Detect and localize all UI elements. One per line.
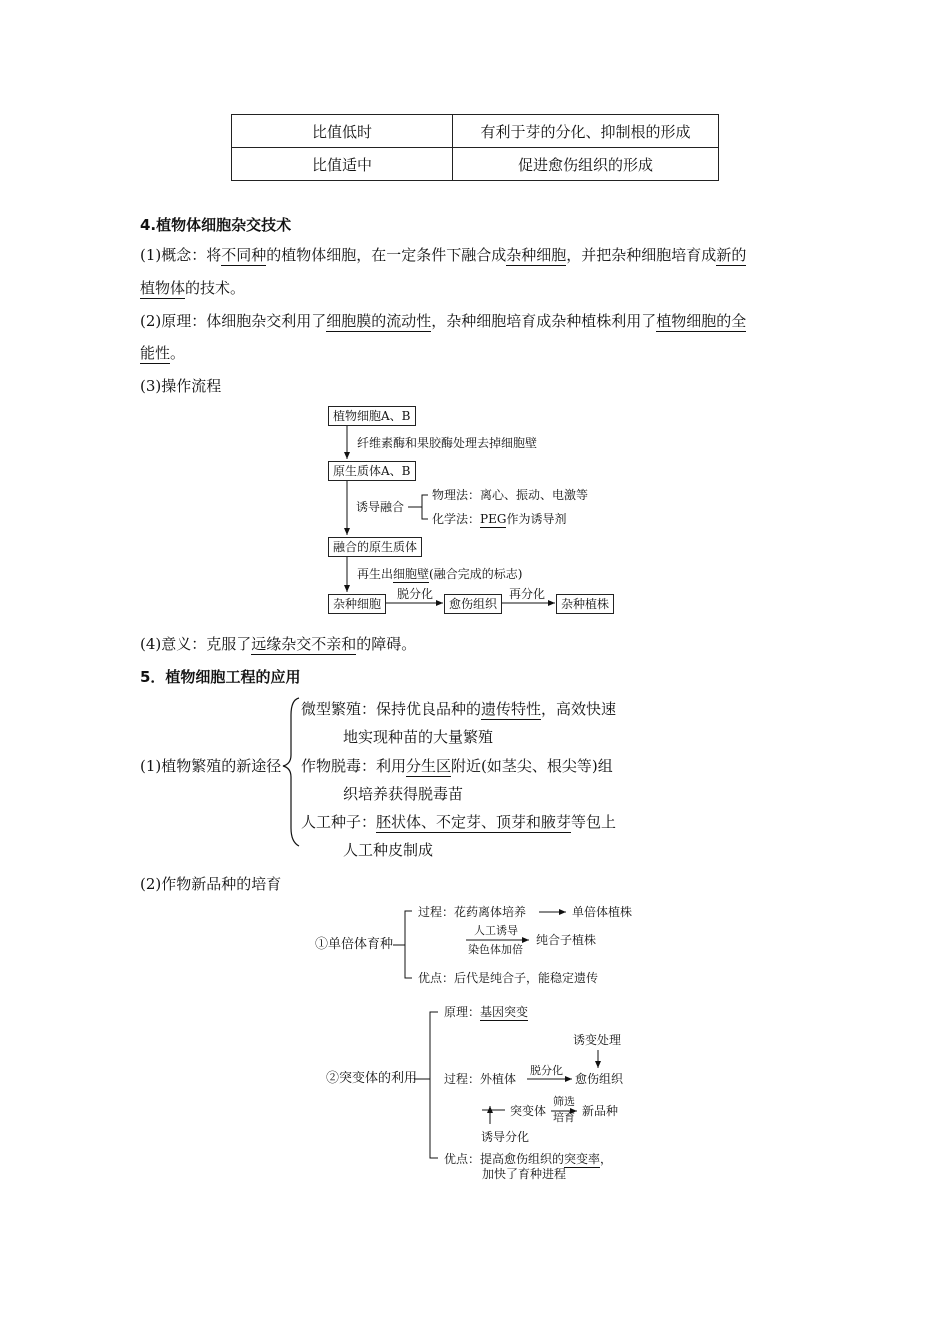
flow-box-plant-cells: 植物细胞A、B xyxy=(328,406,416,426)
text: ，并把杂种细胞培育成 xyxy=(566,246,717,264)
mutant-treatment: 诱变处理 xyxy=(573,1033,622,1047)
mutant-principle xyxy=(444,1005,528,1019)
underlined-text: PEG xyxy=(480,512,507,526)
breeding-title: (2)作物新品种的培育 xyxy=(140,875,282,893)
mutant-new-variety: 新品种 xyxy=(582,1104,619,1118)
haploid-advantage: 优点：后代是纯合子，能稳定遗传 xyxy=(418,971,599,985)
significance-line xyxy=(140,634,416,654)
underlined-text: 遗传特性 xyxy=(481,700,542,718)
underlined-text: 不同种 xyxy=(221,246,267,264)
micro-propagation-line2: 地实现种苗的大量繁殖 xyxy=(343,728,494,746)
flow-arrow-dedifferentiation: 脱分化 xyxy=(397,587,434,601)
flow-box-callus: 愈伤组织 xyxy=(444,594,502,614)
text: (1)概念：将 xyxy=(140,246,222,264)
text: 原理： xyxy=(444,1005,481,1019)
mutant-dedifferentiation-label: 脱分化 xyxy=(530,1064,563,1077)
text: 的植物体细胞，在一定条件下融合成 xyxy=(266,246,507,264)
underlined-text: 胚状体、不定芽、顶芽和腋芽 xyxy=(376,813,572,831)
flow-chemical-method xyxy=(432,512,566,526)
procedure-title: (3)操作流程 xyxy=(140,377,222,395)
underlined-text: 植物细胞的全 xyxy=(656,312,747,330)
text: 微型繁殖：保持优良品种的 xyxy=(301,700,482,718)
flow-physical-method: 物理法：离心、振动、电激等 xyxy=(432,488,589,502)
table-cell: 有利于芽的分化、抑制根的形成 xyxy=(453,115,719,148)
text: 。 xyxy=(170,344,186,362)
artificial-seed-line2: 人工种皮制成 xyxy=(343,841,434,859)
detox-line2: 织培养获得脱毒苗 xyxy=(343,785,464,803)
text: ， xyxy=(600,1152,613,1166)
underlined-text: 新的 xyxy=(716,246,747,264)
underlined-text: 植物体 xyxy=(140,279,186,297)
mutant-label: ②突变体的利用 xyxy=(326,1071,418,1086)
mutant-cultivate-label: 培育 xyxy=(553,1111,575,1124)
flow-arrow-redifferentiation: 再分化 xyxy=(509,587,546,601)
text: 附近(如茎尖、根尖等)组 xyxy=(451,757,613,775)
table-cell: 比值适中 xyxy=(232,148,453,181)
mutant-induce-differentiation: 诱导分化 xyxy=(481,1130,530,1144)
section5-title: 5．植物细胞工程的应用 xyxy=(140,668,301,686)
underlined-text: 远缘杂交不亲和 xyxy=(251,635,357,653)
text: ，杂种细胞培育成杂种植株利用了 xyxy=(431,312,657,330)
underlined-text: 细胞膜的流动性 xyxy=(326,312,432,330)
text: 再生出 xyxy=(357,567,394,581)
text: 化学法： xyxy=(432,512,481,526)
flow-induce-fusion: 诱导融合 xyxy=(356,500,405,514)
text: 的技术。 xyxy=(185,279,246,297)
text: 优点：提高愈伤组织的 xyxy=(444,1152,565,1166)
flow-box-hybrid-plant: 杂种植株 xyxy=(556,594,614,614)
text: (4)意义：克服了 xyxy=(140,635,252,653)
haploid-label: ①单倍体育种 xyxy=(315,937,394,952)
underlined-text: 细胞壁 xyxy=(393,567,430,581)
flow-step-enzyme: 纤维素酶和果胶酶处理去掉细胞壁 xyxy=(357,436,538,450)
underlined-text: 突变率 xyxy=(564,1152,601,1166)
underlined-text: 基因突变 xyxy=(480,1005,529,1019)
haploid-plant: 单倍体植株 xyxy=(572,905,633,919)
mutant-mutant: 突变体 xyxy=(510,1104,547,1118)
text: 作物脱毒：利用 xyxy=(301,757,407,775)
table-cell: 促进愈伤组织的形成 xyxy=(453,148,719,181)
text: 人工种子： xyxy=(301,813,377,831)
text: 等包上 xyxy=(571,813,617,831)
flow-step-regenerate xyxy=(357,567,522,581)
underlined-text: 分生区 xyxy=(406,757,452,775)
underlined-text: 能性 xyxy=(140,344,171,362)
haploid-double-label: 染色体加倍 xyxy=(468,943,523,956)
mutant-advantage-line1 xyxy=(444,1152,612,1166)
haploid-process: 过程：花药离体培养 xyxy=(418,905,527,919)
text: (2)原理：体细胞杂交利用了 xyxy=(140,312,327,330)
mutant-advantage-line2: 加快了育种进程 xyxy=(482,1167,567,1181)
mutant-process: 过程：外植体 xyxy=(444,1072,517,1086)
underlined-text: 杂种细胞 xyxy=(506,246,567,264)
haploid-induce-label: 人工诱导 xyxy=(474,924,518,937)
section4-title: 4.植物体细胞杂交技术 xyxy=(140,216,292,234)
text: 作为诱导剂 xyxy=(506,512,567,526)
flow-box-fused-protoplast: 融合的原生质体 xyxy=(328,537,422,557)
artificial-seed-line1 xyxy=(301,812,616,832)
text: (融合完成的标志) xyxy=(429,567,523,581)
text: 的障碍。 xyxy=(356,635,417,653)
haploid-result: 纯合子植株 xyxy=(536,933,597,947)
flow-box-hybrid-cell: 杂种细胞 xyxy=(328,594,386,614)
table-cell: 比值低时 xyxy=(232,115,453,148)
micro-propagation-line1 xyxy=(301,699,616,719)
propagation-label: (1)植物繁殖的新途径 xyxy=(140,757,282,775)
flow-box-protoplasts: 原生质体A、B xyxy=(328,461,416,481)
mutant-screen-label: 筛选 xyxy=(553,1095,575,1108)
detox-line1 xyxy=(301,756,613,776)
text: ，高效快速 xyxy=(541,700,617,718)
mutant-callus: 愈伤组织 xyxy=(575,1072,624,1086)
